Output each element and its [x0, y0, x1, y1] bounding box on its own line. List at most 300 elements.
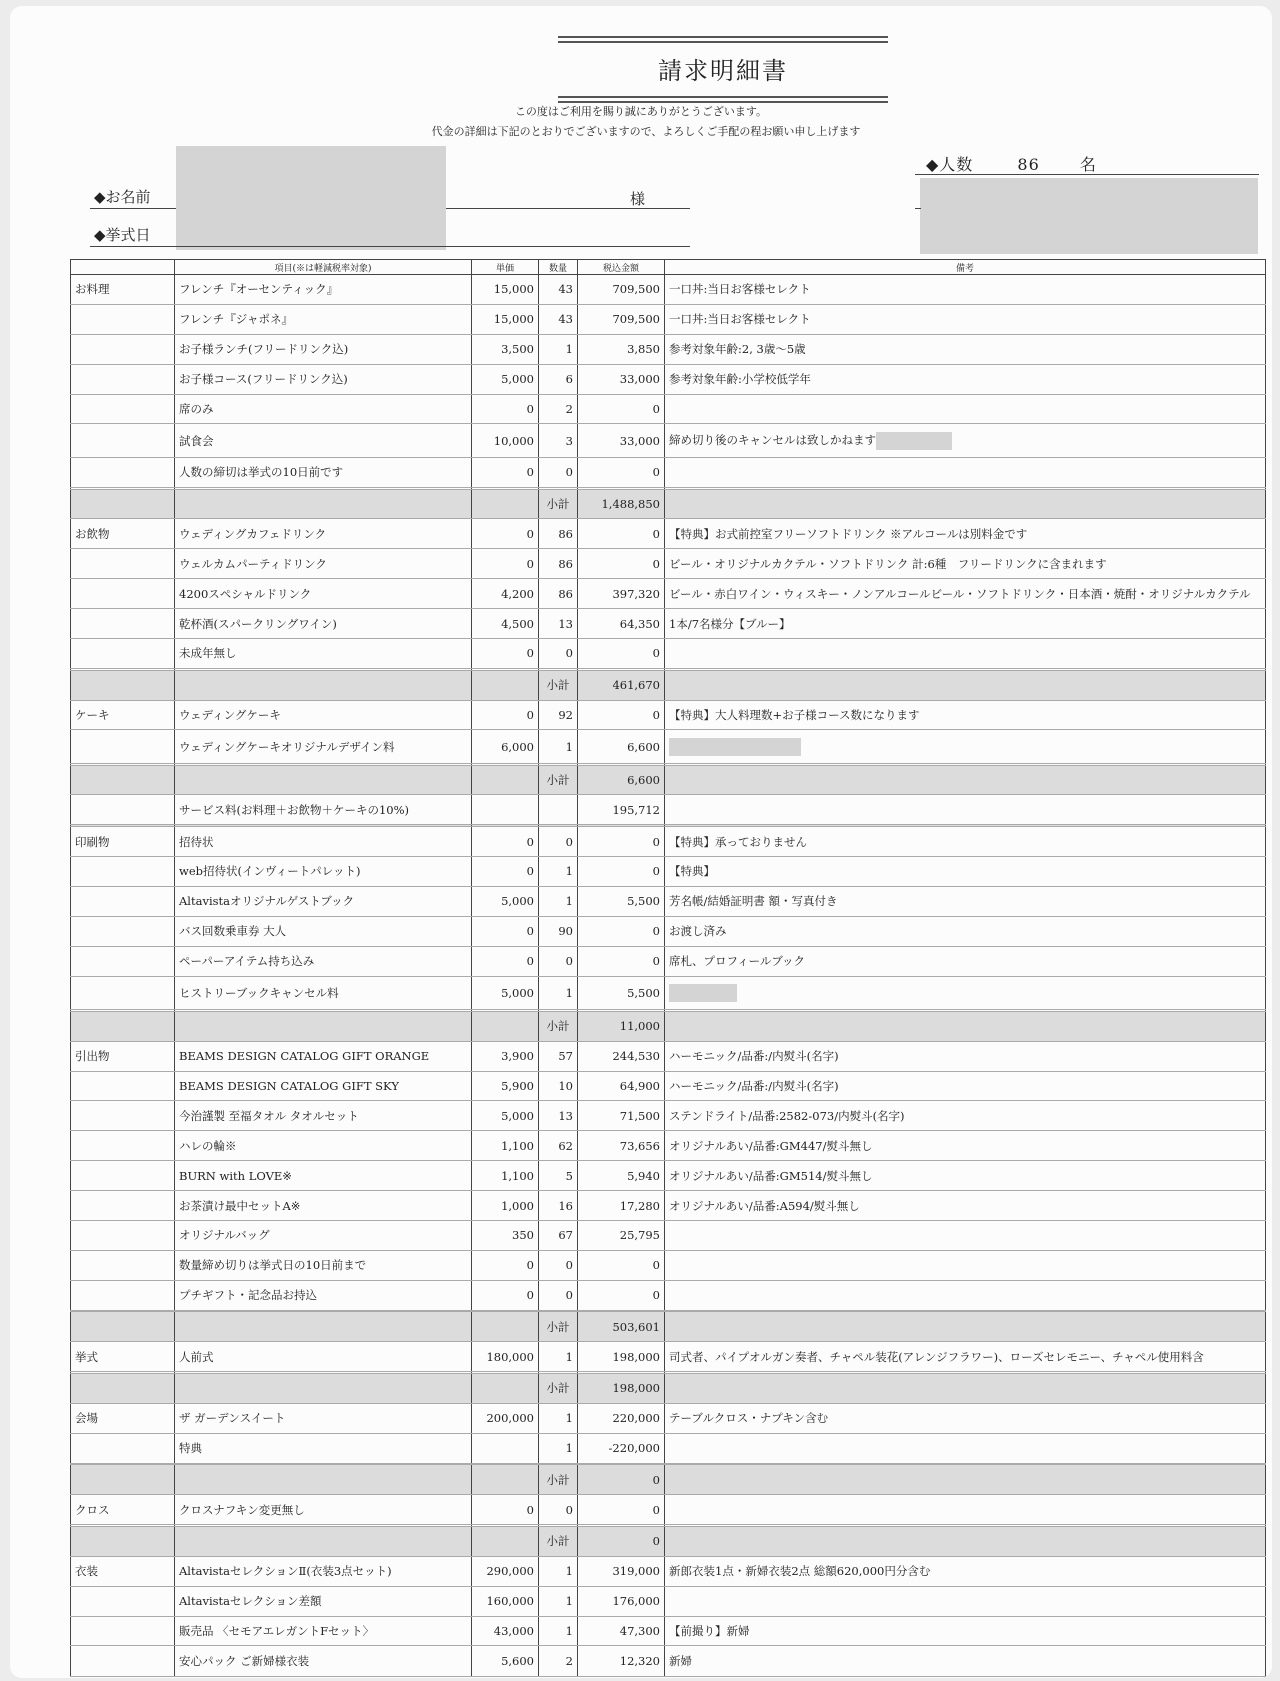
row-price: 3,900: [472, 1041, 539, 1071]
col-note: 備考: [665, 260, 1266, 275]
row-item: ハレの輪※: [175, 1131, 472, 1161]
col-category: [71, 260, 175, 275]
row-note: ビール・赤白ワイン・ウィスキー・ノンアルコールビール・ソフトドリンク・日本酒・焼酎・オリジナルカクテル: [665, 579, 1266, 609]
row-category: [71, 334, 175, 364]
row-price: 0: [472, 519, 539, 549]
row-qty: 小計: [539, 1526, 578, 1556]
row-amount: 11,000: [578, 1011, 665, 1041]
row-item: 招待状: [175, 827, 472, 857]
subtotal-row: [71, 765, 1266, 795]
row-amount: 195,712: [578, 795, 665, 825]
row-category: [71, 394, 175, 424]
row-qty: 0: [539, 1495, 578, 1525]
row-price: 0: [472, 457, 539, 487]
row-qty: 1: [539, 886, 578, 916]
row-note: [665, 457, 1266, 487]
table-row: [71, 1280, 1266, 1310]
row-note: [665, 1495, 1266, 1525]
row-category: [71, 1220, 175, 1250]
table-row: [71, 424, 1266, 457]
row-amount: 0: [578, 1526, 665, 1556]
row-item: 乾杯酒(スパークリングワイン): [175, 609, 472, 639]
row-amount: -220,000: [578, 1433, 665, 1463]
row-amount: 71,500: [578, 1101, 665, 1131]
table-row: [71, 334, 1266, 364]
row-note: [665, 795, 1266, 825]
table-body: [71, 275, 1266, 1677]
row-item: [175, 1373, 472, 1403]
row-category: [71, 1280, 175, 1310]
table-row: [71, 1646, 1266, 1677]
row-note: オリジナルあい/品番:GM447/熨斗無し: [665, 1131, 1266, 1161]
row-note: 参考対象年齢:2, 3歳〜5歳: [665, 334, 1266, 364]
row-item: 販売品 〈セモアエレガントFセット〉: [175, 1616, 472, 1646]
row-note: [665, 1586, 1266, 1616]
row-item: Altavistaセレクション差額: [175, 1586, 472, 1616]
row-qty: [539, 795, 578, 825]
row-qty: 1: [539, 1556, 578, 1586]
row-category: 挙式: [71, 1342, 175, 1372]
row-price: 160,000: [472, 1586, 539, 1616]
col-qty: 数量: [539, 260, 578, 275]
row-qty: 13: [539, 1101, 578, 1131]
row-category: [71, 424, 175, 457]
table-row: [71, 886, 1266, 916]
row-item: 試食会: [175, 424, 472, 457]
row-note: 新郎衣装1点・新婦衣装2点 総額620,000円分含む: [665, 1556, 1266, 1586]
row-price: 5,000: [472, 886, 539, 916]
row-amount: 0: [578, 916, 665, 946]
row-note: 【前撮り】新婦: [665, 1616, 1266, 1646]
name-suffix: 様: [630, 190, 646, 208]
date-label: ◆挙式日: [94, 226, 151, 244]
row-note: [665, 394, 1266, 424]
row-note: オリジナルあい/品番:A594/熨斗無し: [665, 1191, 1266, 1221]
subtotal-row: [71, 1011, 1266, 1041]
row-note: [665, 1220, 1266, 1250]
row-qty: 小計: [539, 1312, 578, 1342]
row-note: 1本/7名様分【ブルー】: [665, 609, 1266, 639]
row-note: 【特典】大人料理数+お子様コース数になります: [665, 700, 1266, 730]
row-item: ウェディングカフェドリンク: [175, 519, 472, 549]
row-qty: 1: [539, 1403, 578, 1433]
greeting: [10, 102, 1272, 142]
row-amount: 5,500: [578, 976, 665, 1009]
subtotal-row: [71, 1465, 1266, 1495]
row-note: 締め切り後のキャンセルは致しかねます: [665, 424, 1266, 457]
row-qty: 86: [539, 549, 578, 579]
row-price: 6,000: [472, 730, 539, 763]
row-note: 【特典】お式前控室フリーソフトドリンク ※アルコールは別料金です: [665, 519, 1266, 549]
subtotal-row: [71, 1312, 1266, 1342]
row-item: サービス料(お料理＋お飲物＋ケーキの10%): [175, 795, 472, 825]
row-category: [71, 489, 175, 519]
row-amount: 6,600: [578, 730, 665, 763]
row-item: 未成年無し: [175, 638, 472, 668]
table-row: [71, 549, 1266, 579]
table-row: [71, 1220, 1266, 1250]
row-note: 【特典】承っておりません: [665, 827, 1266, 857]
table-row: [71, 304, 1266, 334]
table-row: [71, 1403, 1266, 1433]
row-note: ハーモニック/品番:/内熨斗(名字): [665, 1041, 1266, 1071]
table-row: [71, 1556, 1266, 1586]
row-category: [71, 609, 175, 639]
row-item: ウェルカムパーティドリンク: [175, 549, 472, 579]
table-row: [71, 457, 1266, 487]
redacted-note: [669, 984, 737, 1002]
row-note: ビール・オリジナルカクテル・ソフトドリンク 計:6種 フリードリンクに含まれます: [665, 549, 1266, 579]
row-price: 5,000: [472, 364, 539, 394]
row-category: [71, 1101, 175, 1131]
row-item: [175, 765, 472, 795]
row-amount: 47,300: [578, 1616, 665, 1646]
row-price: 0: [472, 827, 539, 857]
row-amount: 33,000: [578, 364, 665, 394]
table-row: [71, 1041, 1266, 1071]
address-underline: [915, 208, 921, 209]
row-qty: 43: [539, 275, 578, 305]
row-price: 10,000: [472, 424, 539, 457]
table-row: [71, 394, 1266, 424]
greeting-line-2: 代金の詳細は下記のとおりでございますので、よろしくご手配の程お願い申し上げます: [431, 125, 861, 138]
table-row: [71, 946, 1266, 976]
row-note: [665, 1526, 1266, 1556]
table-row: [71, 1071, 1266, 1101]
row-category: [71, 1071, 175, 1101]
row-price: 1,100: [472, 1131, 539, 1161]
row-category: [71, 579, 175, 609]
table-header-row: [71, 260, 1266, 275]
row-qty: 92: [539, 700, 578, 730]
row-amount: 0: [578, 549, 665, 579]
row-qty: 86: [539, 519, 578, 549]
row-price: 350: [472, 1220, 539, 1250]
row-category: [71, 795, 175, 825]
row-note: [665, 765, 1266, 795]
row-price: 0: [472, 700, 539, 730]
row-price: 180,000: [472, 1342, 539, 1372]
row-item: [175, 1312, 472, 1342]
row-item: 特典: [175, 1433, 472, 1463]
row-note: [665, 730, 1266, 763]
row-category: [71, 304, 175, 334]
row-item: ウェディングケーキオリジナルデザイン料: [175, 730, 472, 763]
row-category: [71, 1465, 175, 1495]
table-row: [71, 1586, 1266, 1616]
title-block: [558, 36, 888, 103]
date-underline: [90, 246, 690, 247]
table-row: [71, 638, 1266, 668]
row-category: [71, 549, 175, 579]
table-row: [71, 827, 1266, 857]
row-item: ウェディングケーキ: [175, 700, 472, 730]
col-price: 単価: [472, 260, 539, 275]
row-category: 会場: [71, 1403, 175, 1433]
row-item: web招待状(インヴィートパレット): [175, 856, 472, 886]
row-category: [71, 1433, 175, 1463]
row-amount: 5,940: [578, 1161, 665, 1191]
row-category: [71, 1250, 175, 1280]
row-category: 印刷物: [71, 827, 175, 857]
table-row: [71, 730, 1266, 763]
guest-count-unit: 名: [1079, 155, 1097, 174]
row-item: 安心パック ご新婦様衣装: [175, 1646, 472, 1677]
row-amount: 0: [578, 700, 665, 730]
table-row: [71, 609, 1266, 639]
row-price: 1,000: [472, 1191, 539, 1221]
row-note: テーブルクロス・ナプキン含む: [665, 1403, 1266, 1433]
row-item: バス回数乗車券 大人: [175, 916, 472, 946]
row-price: 290,000: [472, 1556, 539, 1586]
row-price: [472, 670, 539, 700]
row-qty: 1: [539, 1433, 578, 1463]
row-qty: 1: [539, 1586, 578, 1616]
row-category: [71, 670, 175, 700]
row-amount: 5,500: [578, 886, 665, 916]
row-note: [665, 638, 1266, 668]
row-price: 0: [472, 638, 539, 668]
row-price: 5,000: [472, 1101, 539, 1131]
row-qty: 1: [539, 856, 578, 886]
row-category: [71, 730, 175, 763]
greeting-line-1: この度はご利用を賜り誠にありがとうございます。: [514, 105, 768, 118]
row-note: 司式者、パイプオルガン奏者、チャペル装花(アレンジフラワー)、ローズセレモニー、チャペル使用料含: [665, 1342, 1266, 1372]
row-amount: 0: [578, 946, 665, 976]
row-qty: 小計: [539, 670, 578, 700]
row-price: 15,000: [472, 304, 539, 334]
row-price: 4,500: [472, 609, 539, 639]
row-price: [472, 489, 539, 519]
row-item: [175, 1465, 472, 1495]
row-category: [71, 364, 175, 394]
row-amount: 198,000: [578, 1342, 665, 1372]
row-price: 15,000: [472, 275, 539, 305]
row-item: [175, 670, 472, 700]
row-item: AltavistaセレクションⅡ(衣装3点セット): [175, 1556, 472, 1586]
row-qty: 1: [539, 334, 578, 364]
row-price: [472, 1465, 539, 1495]
row-item: BEAMS DESIGN CATALOG GIFT ORANGE: [175, 1041, 472, 1071]
row-item: ザ ガーデンスイート: [175, 1403, 472, 1433]
row-amount: 73,656: [578, 1131, 665, 1161]
row-qty: 2: [539, 1646, 578, 1677]
row-qty: 16: [539, 1191, 578, 1221]
row-amount: 0: [578, 638, 665, 668]
row-item: [175, 1011, 472, 1041]
row-price: [472, 1373, 539, 1403]
guest-count-value: 86: [1017, 155, 1040, 174]
row-note: ステンドライト/品番:2582-073/内熨斗(名字): [665, 1101, 1266, 1131]
row-amount: 0: [578, 1250, 665, 1280]
row-item: プチギフト・記念品お持込: [175, 1280, 472, 1310]
row-item: BURN with LOVE※: [175, 1161, 472, 1191]
row-qty: 5: [539, 1161, 578, 1191]
row-item: お子様コース(フリードリンク込): [175, 364, 472, 394]
row-category: [71, 1586, 175, 1616]
row-amount: 244,530: [578, 1041, 665, 1071]
row-price: 0: [472, 1495, 539, 1525]
row-category: 衣装: [71, 1556, 175, 1586]
row-note: [665, 1373, 1266, 1403]
row-item: 人前式: [175, 1342, 472, 1372]
row-category: お料理: [71, 275, 175, 305]
row-qty: 57: [539, 1041, 578, 1071]
row-category: ケーキ: [71, 700, 175, 730]
row-qty: 62: [539, 1131, 578, 1161]
row-amount: 0: [578, 1280, 665, 1310]
table-row: [71, 1495, 1266, 1525]
table-row: [71, 364, 1266, 394]
row-item: ペーパーアイテム持ち込み: [175, 946, 472, 976]
row-amount: 397,320: [578, 579, 665, 609]
table-row: [71, 1250, 1266, 1280]
row-category: [71, 916, 175, 946]
redacted-note: [876, 432, 952, 450]
table-row: [71, 1342, 1266, 1372]
row-price: [472, 1433, 539, 1463]
row-amount: 25,795: [578, 1220, 665, 1250]
row-item: [175, 1526, 472, 1556]
row-category: 引出物: [71, 1041, 175, 1071]
row-amount: 0: [578, 856, 665, 886]
row-category: [71, 1011, 175, 1041]
row-note: 新婦: [665, 1646, 1266, 1677]
row-price: [472, 765, 539, 795]
row-amount: 17,280: [578, 1191, 665, 1221]
row-price: 0: [472, 916, 539, 946]
table-row: [71, 916, 1266, 946]
row-category: お飲物: [71, 519, 175, 549]
row-amount: 64,900: [578, 1071, 665, 1101]
row-note: 【特典】: [665, 856, 1266, 886]
row-qty: 0: [539, 827, 578, 857]
subtotal-row: [71, 1526, 1266, 1556]
row-qty: 86: [539, 579, 578, 609]
row-qty: 1: [539, 1616, 578, 1646]
table-row: [71, 1616, 1266, 1646]
row-category: [71, 1373, 175, 1403]
row-note: [665, 1250, 1266, 1280]
row-note: 芳名帳/結婚証明書 額・写真付き: [665, 886, 1266, 916]
row-price: 0: [472, 946, 539, 976]
row-qty: 2: [539, 394, 578, 424]
row-qty: 0: [539, 946, 578, 976]
row-price: 200,000: [472, 1403, 539, 1433]
row-note: [665, 976, 1266, 1009]
guest-count: [926, 152, 1097, 175]
row-item: フレンチ『ジャポネ』: [175, 304, 472, 334]
row-category: [71, 886, 175, 916]
row-category: [71, 1526, 175, 1556]
row-price: [472, 1011, 539, 1041]
row-amount: 64,350: [578, 609, 665, 639]
title-rule-top: [558, 36, 888, 43]
row-category: [71, 856, 175, 886]
row-price: 0: [472, 856, 539, 886]
row-category: クロス: [71, 1495, 175, 1525]
row-item: 今治謹製 至福タオル タオルセット: [175, 1101, 472, 1131]
row-category: [71, 457, 175, 487]
row-qty: 小計: [539, 1011, 578, 1041]
row-item: 席のみ: [175, 394, 472, 424]
row-price: 3,500: [472, 334, 539, 364]
row-item: ヒストリーブックキャンセル料: [175, 976, 472, 1009]
guest-count-label: ◆人数: [926, 155, 974, 174]
row-amount: 220,000: [578, 1403, 665, 1433]
row-item: 4200スペシャルドリンク: [175, 579, 472, 609]
redacted-name-block: [176, 146, 446, 250]
row-item: お子様ランチ(フリードリンク込): [175, 334, 472, 364]
row-category: [71, 1191, 175, 1221]
row-price: [472, 795, 539, 825]
row-note: [665, 1011, 1266, 1041]
row-qty: 小計: [539, 765, 578, 795]
row-amount: 12,320: [578, 1646, 665, 1677]
row-price: 5,600: [472, 1646, 539, 1677]
row-qty: 1: [539, 976, 578, 1009]
row-price: [472, 1526, 539, 1556]
table-row: [71, 579, 1266, 609]
row-category: [71, 1131, 175, 1161]
row-note: [665, 1465, 1266, 1495]
row-amount: 0: [578, 1495, 665, 1525]
table-row: [71, 856, 1266, 886]
row-note: オリジナルあい/品番:GM514/熨斗無し: [665, 1161, 1266, 1191]
col-item: 項目(※は軽減税率対象): [175, 260, 472, 275]
row-qty: 0: [539, 457, 578, 487]
row-amount: 461,670: [578, 670, 665, 700]
row-item: お茶漬け最中セットA※: [175, 1191, 472, 1221]
row-category: [71, 1646, 175, 1677]
row-category: [71, 1616, 175, 1646]
table-row: [71, 1161, 1266, 1191]
table-row: [71, 795, 1266, 825]
table-row: [71, 275, 1266, 305]
table-row: [71, 700, 1266, 730]
row-amount: 0: [578, 827, 665, 857]
row-amount: 33,000: [578, 424, 665, 457]
row-category: [71, 765, 175, 795]
row-amount: 0: [578, 457, 665, 487]
name-label: ◆お名前: [94, 188, 151, 206]
row-note: 参考対象年齢:小学校低学年: [665, 364, 1266, 394]
row-category: [71, 1161, 175, 1191]
row-qty: 6: [539, 364, 578, 394]
redacted-note: [669, 738, 801, 756]
row-note: 一口丼:当日お客様セレクト: [665, 275, 1266, 305]
table-row: [71, 1131, 1266, 1161]
row-price: 4,200: [472, 579, 539, 609]
row-qty: 10: [539, 1071, 578, 1101]
row-amount: 0: [578, 1465, 665, 1495]
row-note: [665, 1433, 1266, 1463]
row-qty: 90: [539, 916, 578, 946]
row-note: 一口丼:当日お客様セレクト: [665, 304, 1266, 334]
col-amount: 税込金額: [578, 260, 665, 275]
row-qty: 0: [539, 1250, 578, 1280]
page-title: 請求明細書: [658, 57, 788, 85]
row-item: 数量締め切りは挙式日の10日前まで: [175, 1250, 472, 1280]
row-category: [71, 946, 175, 976]
row-qty: 0: [539, 1280, 578, 1310]
row-item: オリジナルバッグ: [175, 1220, 472, 1250]
subtotal-row: [71, 489, 1266, 519]
row-amount: 709,500: [578, 304, 665, 334]
row-qty: 0: [539, 638, 578, 668]
row-amount: 709,500: [578, 275, 665, 305]
row-item: Altavistaオリジナルゲストブック: [175, 886, 472, 916]
